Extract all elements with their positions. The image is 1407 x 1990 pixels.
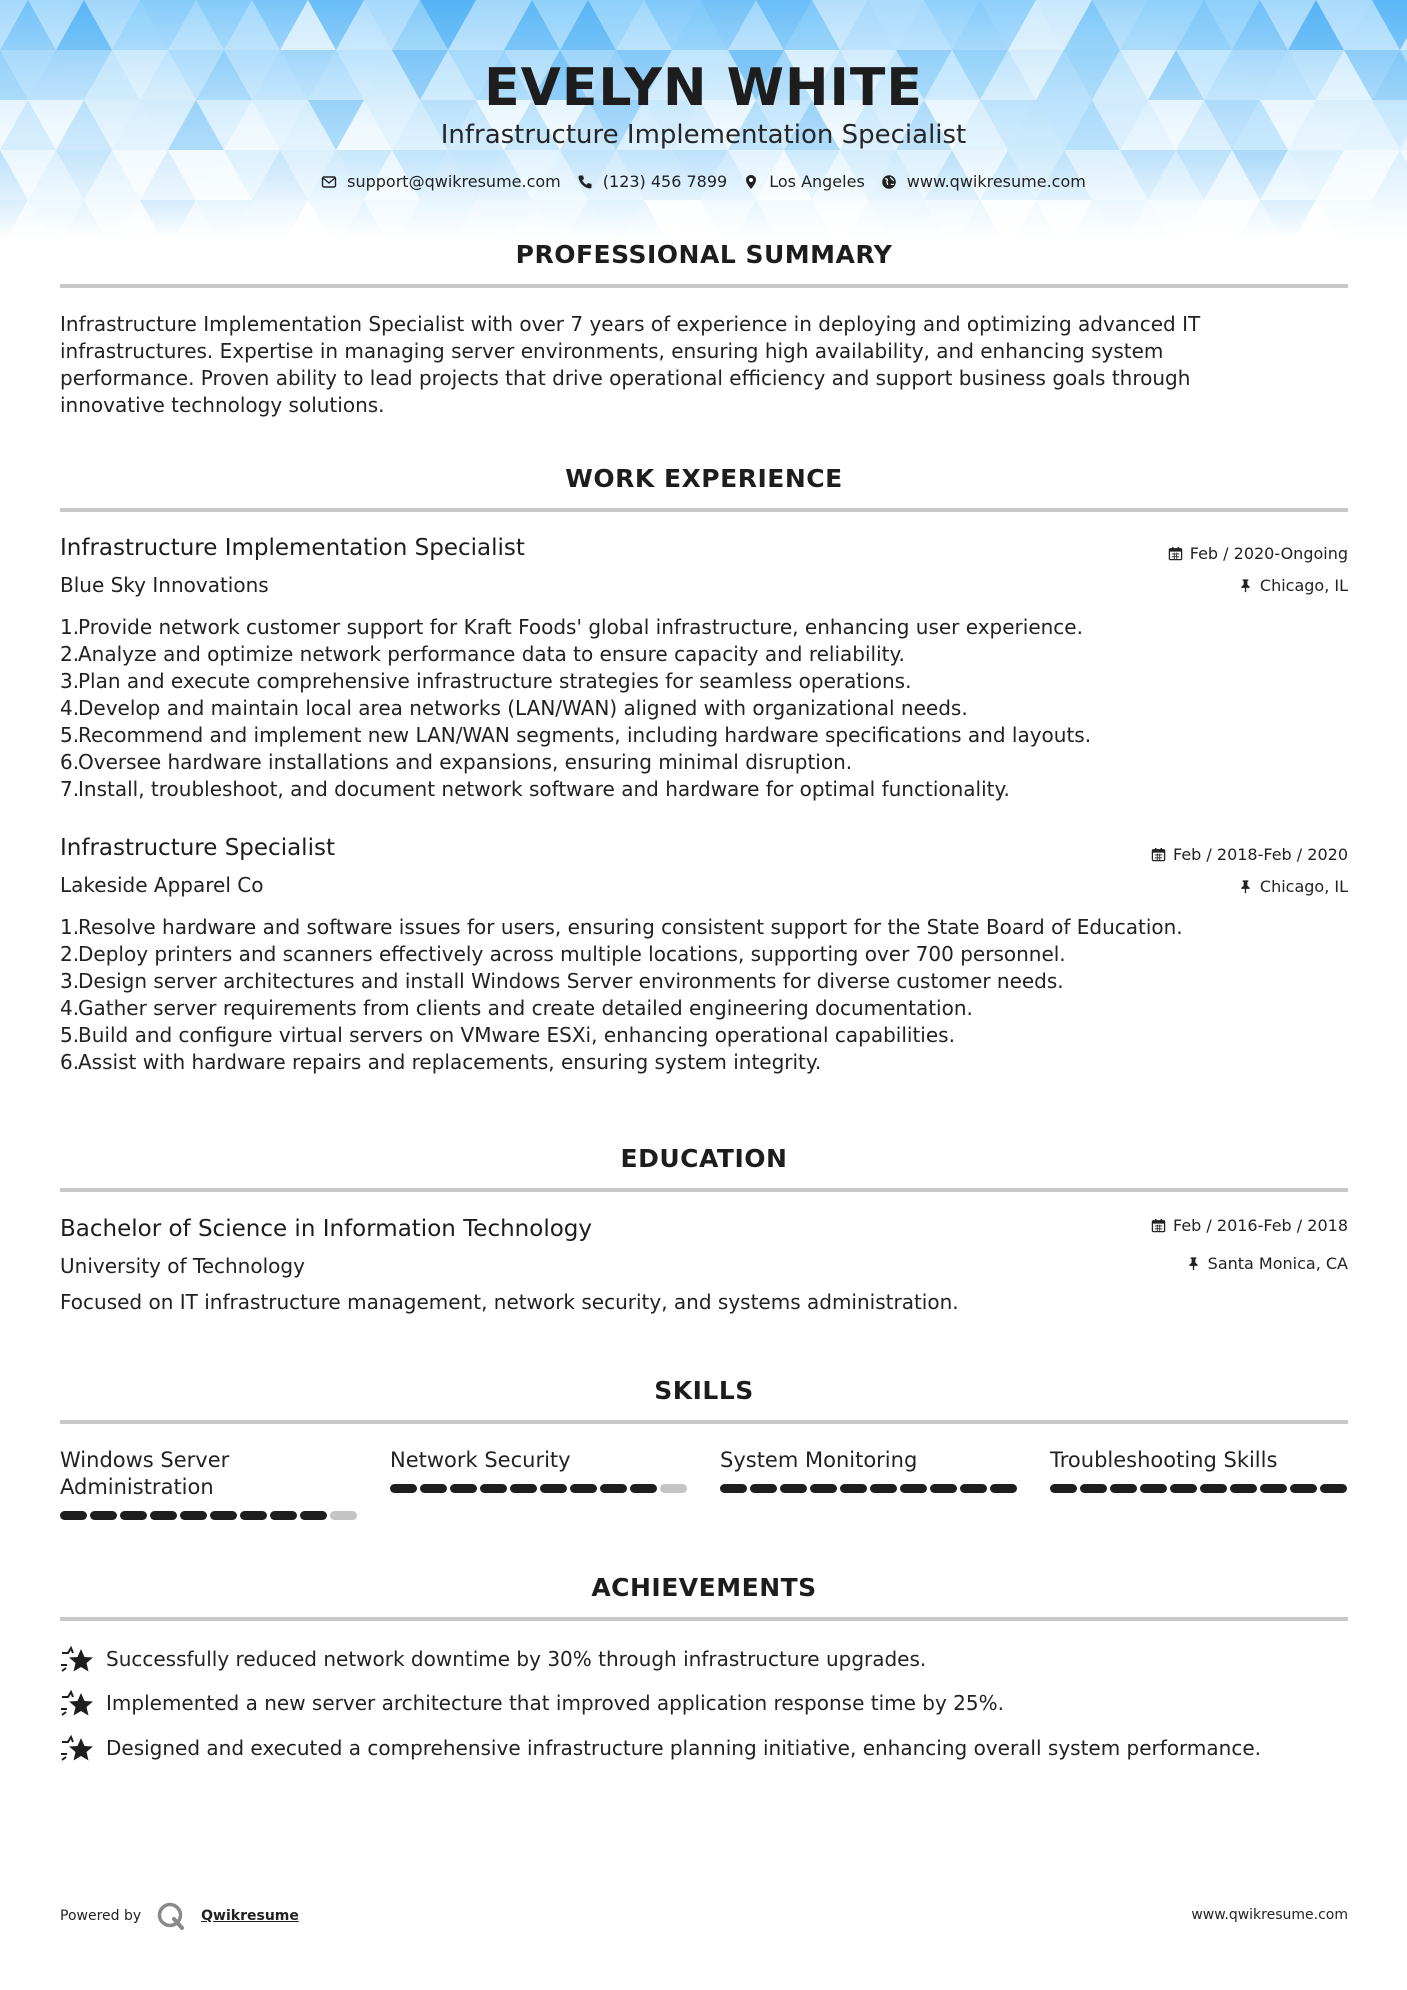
skill-level-segment	[270, 1511, 297, 1520]
skill-item	[720, 1447, 1020, 1493]
skill-level-segment	[930, 1484, 957, 1493]
skill-level-segment	[180, 1511, 207, 1520]
list-item: 3. Plan and execute comprehensive infrastructure strategies for seamless operations.	[60, 669, 912, 693]
education-heading: EDUCATION	[620, 1144, 788, 1173]
website-text: www.qwikresume.com	[906, 172, 1086, 191]
skill-level-segment	[780, 1484, 807, 1493]
skill-level-segment	[150, 1511, 177, 1520]
job-title: Infrastructure Specialist	[60, 835, 335, 861]
skill-level-bar	[720, 1484, 1020, 1493]
job-date-text: Feb / 2020-Ongoing	[1189, 544, 1348, 563]
education-description: Focused on IT infrastructure management, network security, and systems administration.	[60, 1290, 959, 1314]
achievements-divider	[60, 1617, 1348, 1621]
skill-level-segment	[480, 1484, 507, 1493]
footer-branding	[60, 1900, 299, 1932]
skill-level-segment	[1290, 1484, 1317, 1493]
school-name: University of Technology	[60, 1254, 305, 1278]
education-location-text: Santa Monica, CA	[1207, 1254, 1348, 1273]
globe-icon	[881, 174, 897, 190]
education-date-text: Feb / 2016-Feb / 2018	[1173, 1216, 1348, 1235]
footer-website[interactable]: www.qwikresume.com	[1191, 1907, 1348, 1923]
job-title: Infrastructure Implementation Specialist	[60, 535, 525, 561]
experience-divider	[60, 508, 1348, 512]
list-item: 1. Resolve hardware and software issues for users, ensuring consistent support for the State Board of Education.	[60, 915, 1183, 939]
skill-level-segment	[660, 1484, 687, 1493]
skill-level-segment	[60, 1511, 87, 1520]
skill-level-segment	[570, 1484, 597, 1493]
skill-item	[1050, 1447, 1350, 1493]
skill-level-segment	[90, 1511, 117, 1520]
skill-level-segment	[900, 1484, 927, 1493]
job-location-text: Chicago, IL	[1259, 576, 1348, 595]
job-company: Lakeside Apparel Co	[60, 873, 264, 897]
pushpin-icon	[1238, 879, 1253, 894]
achievement-item: Implemented a new server architecture that improved application response time by 25%.	[60, 1689, 1348, 1717]
job-location	[1238, 877, 1348, 896]
skill-level-bar	[390, 1484, 690, 1493]
skill-name: System Monitoring	[720, 1448, 918, 1472]
skill-item	[60, 1447, 360, 1520]
skills-heading: SKILLS	[654, 1376, 754, 1405]
skill-level-segment	[540, 1484, 567, 1493]
skill-name: Troubleshooting Skills	[1050, 1448, 1278, 1472]
education-date	[1151, 1216, 1348, 1235]
skill-name: Windows Server Administration	[60, 1448, 230, 1499]
skill-level-segment	[1050, 1484, 1077, 1493]
list-item: 2. Deploy printers and scanners effectively across multiple locations, supporting over 700 personnel.	[60, 942, 1066, 966]
summary-divider	[60, 284, 1348, 288]
contact-website[interactable]	[881, 172, 1086, 191]
job-responsibilities	[60, 914, 1320, 1076]
star-icon	[60, 1689, 94, 1717]
skill-level-segment	[120, 1511, 147, 1520]
phone-icon	[577, 174, 593, 190]
skill-level-segment	[1320, 1484, 1347, 1493]
summary-text: Infrastructure Implementation Specialist with over 7 years of experience in deploying and optimizing advanced IT infrastructures. Expertise in managing server environments, ensuring high availability, and enhancing system performance. Proven ability to lead projects that drive operational efficiency and support business goals through innovative technology solutions.	[60, 312, 1201, 417]
job-responsibilities	[60, 614, 1320, 803]
achievements-heading: ACHIEVEMENTS	[591, 1573, 817, 1602]
skill-level-bar	[60, 1511, 360, 1520]
achievement-item: Designed and executed a comprehensive infrastructure planning initiative, enhancing overall system performance.	[60, 1734, 1348, 1762]
skill-level-bar	[1050, 1484, 1350, 1493]
job-location-text: Chicago, IL	[1259, 877, 1348, 896]
skill-level-segment	[1230, 1484, 1257, 1493]
envelope-icon	[321, 174, 337, 190]
list-item: 6. Assist with hardware repairs and replacements, ensuring system integrity.	[60, 1050, 822, 1074]
skill-level-segment	[300, 1511, 327, 1520]
list-item: 3. Design server architectures and install Windows Server environments for diverse customer needs.	[60, 969, 1064, 993]
degree-title: Bachelor of Science in Information Technology	[60, 1216, 592, 1242]
skill-level-segment	[210, 1511, 237, 1520]
list-item: 2. Analyze and optimize network performance data to ensure capacity and reliability.	[60, 642, 905, 666]
skill-level-segment	[810, 1484, 837, 1493]
skill-item	[390, 1447, 690, 1493]
email-text: support@qwikresume.com	[347, 172, 561, 191]
skill-level-segment	[330, 1511, 357, 1520]
pushpin-icon	[1238, 578, 1253, 593]
contact-phone[interactable]	[577, 172, 727, 191]
skill-level-segment	[240, 1511, 267, 1520]
powered-by-label: Powered by	[60, 1908, 142, 1924]
map-pin-icon	[743, 174, 759, 190]
list-item: 1. Provide network customer support for Kraft Foods' global infrastructure, enhancing user experience.	[60, 615, 1083, 639]
pushpin-icon	[1186, 1256, 1201, 1271]
experience-heading: WORK EXPERIENCE	[565, 464, 843, 493]
qwikresume-logo-icon	[155, 1900, 187, 1932]
list-item: 6. Oversee hardware installations and expansions, ensuring minimal disruption.	[60, 750, 853, 774]
brand-link[interactable]: Qwikresume	[201, 1908, 299, 1924]
list-item: 4. Develop and maintain local area networks (LAN/WAN) aligned with organizational needs.	[60, 696, 968, 720]
job-company: Blue Sky Innovations	[60, 573, 269, 597]
skill-level-segment	[1170, 1484, 1197, 1493]
list-item: 4. Gather server requirements from clients and create detailed engineering documentation.	[60, 996, 973, 1020]
skill-level-segment	[390, 1484, 417, 1493]
contact-email[interactable]	[321, 172, 561, 191]
skill-level-segment	[630, 1484, 657, 1493]
phone-text: (123) 456 7899	[602, 172, 728, 191]
candidate-name: EVELYN WHITE	[484, 58, 923, 118]
calendar-icon	[1151, 1218, 1166, 1233]
skill-level-segment	[870, 1484, 897, 1493]
skill-level-segment	[1110, 1484, 1137, 1493]
list-item: 5. Recommend and implement new LAN/WAN segments, including hardware specifications and layouts.	[60, 723, 1092, 747]
candidate-title: Infrastructure Implementation Specialist	[440, 120, 967, 150]
skill-level-segment	[1200, 1484, 1227, 1493]
skill-level-segment	[720, 1484, 747, 1493]
list-item: 7. Install, troubleshoot, and document network software and hardware for optimal functionality.	[60, 777, 1010, 801]
job-date	[1168, 544, 1348, 563]
skill-level-segment	[1260, 1484, 1287, 1493]
calendar-icon	[1168, 546, 1183, 561]
education-location	[1186, 1254, 1348, 1273]
skill-level-segment	[600, 1484, 627, 1493]
skill-level-segment	[420, 1484, 447, 1493]
star-icon	[60, 1734, 94, 1762]
skill-level-segment	[840, 1484, 867, 1493]
education-divider	[60, 1188, 1348, 1192]
contact-bar	[0, 172, 1407, 191]
job-date	[1151, 845, 1348, 864]
skills-divider	[60, 1420, 1348, 1424]
calendar-icon	[1151, 847, 1166, 862]
contact-location	[743, 172, 865, 191]
skill-level-segment	[990, 1484, 1017, 1493]
skill-level-segment	[1080, 1484, 1107, 1493]
skill-name: Network Security	[390, 1448, 571, 1472]
skill-level-segment	[510, 1484, 537, 1493]
list-item: 5. Build and configure virtual servers on VMware ESXi, enhancing operational capabilities.	[60, 1023, 955, 1047]
location-text: Los Angeles	[769, 172, 865, 191]
skill-level-segment	[1140, 1484, 1167, 1493]
summary-heading: PROFESSIONAL SUMMARY	[515, 240, 893, 269]
job-location	[1238, 576, 1348, 595]
star-icon	[60, 1645, 94, 1673]
skill-level-segment	[750, 1484, 777, 1493]
skill-level-segment	[450, 1484, 477, 1493]
achievement-item: Successfully reduced network downtime by 30% through infrastructure upgrades.	[60, 1645, 1348, 1673]
skill-level-segment	[960, 1484, 987, 1493]
job-date-text: Feb / 2018-Feb / 2020	[1173, 845, 1348, 864]
